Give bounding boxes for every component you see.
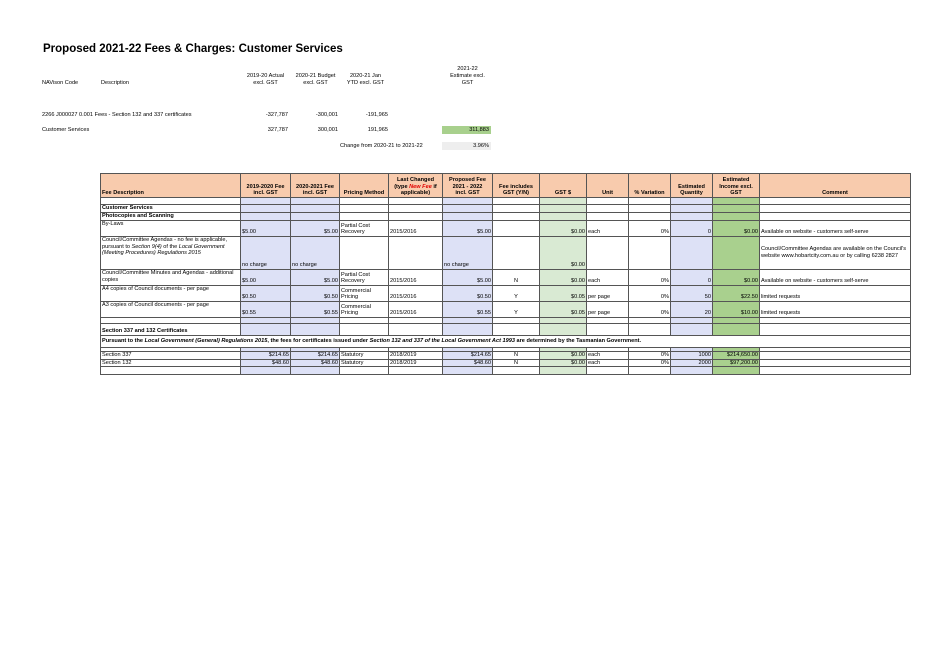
header-estimate: 2021-22 Estimate excl. GST <box>450 66 485 86</box>
table-header-row <box>101 174 911 198</box>
page-title: Proposed 2021-22 Fees & Charges: Customer Services <box>43 43 343 55</box>
header-budget: 2020-21 Budget excl. GST <box>295 73 336 86</box>
col-gst-included: Fee includes GST (Y/N) <box>493 174 540 198</box>
total-label: Customer Services <box>42 127 90 133</box>
col-last-changed: Last Changed (type New Fee if applicable) <box>389 174 443 198</box>
col-gst: GST $ <box>540 174 587 198</box>
table-row: A4 copies of Council documents - per page $0.50 $0.50 Commercial Pricing 2015/2016 $0.50 Y $0.05 per page 0% 50 $22.50 limited requests <box>101 286 911 302</box>
section-title: Section 337 and 132 Certificates <box>101 324 241 336</box>
col-pricing-method: Pricing Method <box>340 174 389 198</box>
total-estimate: 311,883 <box>442 126 491 134</box>
total-actual: 327,787 <box>267 127 288 133</box>
change-value: 3.96% <box>442 142 491 150</box>
col-quantity: Estimated Quantity <box>671 174 713 198</box>
subsection-title: Photocopies and Scanning <box>101 213 241 221</box>
change-label: Change from 2020-21 to 2021-22 <box>340 143 423 149</box>
col-variation: % Variation <box>629 174 671 198</box>
header-description: Description <box>101 80 129 86</box>
new-fee-label: New Fee <box>409 183 432 190</box>
table-row: By-Laws $5.00 $5.00 Partial Cost Recovery 2015/2016 $5.00 $0.00 each 0% 0 $0.00 Available on website - customers self-serve <box>101 221 911 237</box>
col-unit: Unit <box>587 174 629 198</box>
fees-table <box>100 173 911 375</box>
header-actual: 2019-20 Actual excl. GST <box>246 73 285 86</box>
col-fee-2021: 2020-2021 Fee incl. GST <box>291 174 340 198</box>
table-row: Council/Committee Minutes and Agendas - additional copies $5.00 $5.00 Partial Cost Recovery 2015/2016 $5.00 N $0.00 each 0% 0 $0.00 Available on website - customers self-serve <box>101 270 911 286</box>
spacer-row <box>101 367 911 375</box>
total-ytd: 191,965 <box>367 127 388 133</box>
section-row <box>101 324 911 336</box>
col-comment: Comment <box>760 174 911 198</box>
subsection-row <box>101 213 911 221</box>
col-proposed-fee: Proposed Fee 2021 - 2022 incl. GST <box>443 174 493 198</box>
col-fee-1920: 2019-2020 Fee incl. GST <box>241 174 291 198</box>
note-row <box>101 336 911 348</box>
table-row: A3 copies of Council documents - per page $0.55 $0.55 Commercial Pricing 2015/2016 $0.55 Y $0.05 per page 0% 20 $10.00 limited requests <box>101 302 911 318</box>
col-income: Estimated Income excl. GST <box>713 174 760 198</box>
line-budget: -300,001 <box>315 112 338 118</box>
section-title: Customer Services <box>101 205 241 213</box>
table-row: Section 132 $48.60 $48.60 Statutory 2018/2019 $48.60 N $0.00 each 0% 2000 $97,200.00 <box>101 359 911 367</box>
line-ytd: -191,965 <box>365 112 388 118</box>
table-row: Council/Committee Agendas - no fee is applicable, pursuant to Section 9(4) of the Local Government (Meeting Procedures) Regulations 2015 no charge no charge no charge $0.00 Council/Committee Agendas are available on the Council's website www.hobartcity.com.au or by calling 6238 2827 <box>101 237 911 270</box>
line-code-desc: 2266 J000027 0.001 Fees - Section 132 and 337 certificates <box>42 112 192 118</box>
section-row <box>101 205 911 213</box>
header-ytd: 2020-21 Jan YTD excl. GST <box>346 73 385 86</box>
header-navison-code: NAVison Code <box>42 80 79 86</box>
spacer-row <box>101 198 911 205</box>
table-row: Section 337 $214.65 $214.65 Statutory 2018/2019 $214.65 N $0.00 each 0% 1000 $214,650.00 <box>101 352 911 360</box>
col-fee-description: Fee Description <box>101 174 241 198</box>
line-actual: -327,787 <box>265 112 288 118</box>
regulation-note: Pursuant to the Local Government (General) Regulations 2015, the fees for certificates issued under Section 132 and 337 of the Local Government Act 1993 are determined by the Tasmanian Government. <box>101 336 911 348</box>
total-budget: 300,001 <box>317 127 338 133</box>
